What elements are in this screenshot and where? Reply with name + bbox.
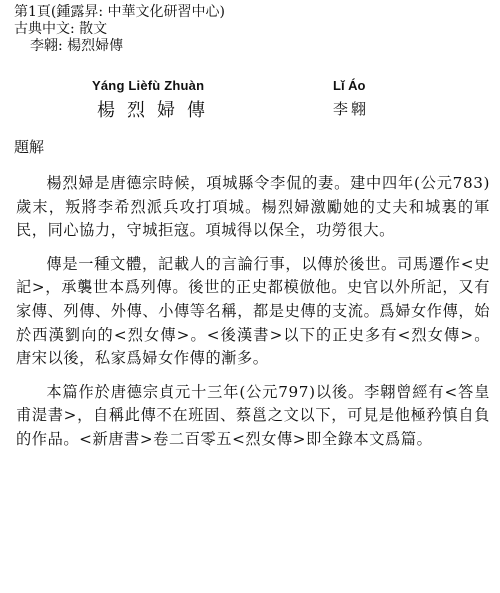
document-body [16,172,490,462]
lesson-title: 李翺: 楊烈婦傳 [30,38,124,54]
section-heading: 題解 [14,138,45,156]
title-block [0,78,500,128]
title-chinese: 楊烈婦傳 [97,100,217,121]
author-pinyin: Lǐ Áo [333,78,366,93]
author-chinese: 李翺 [333,100,370,118]
paragraph: 本篇作於唐德宗貞元十三年(公元797)以後。李翺曾經有<答皇甫湜書>，自稱此傳不在班固、蔡邕之文以下，可見是他極矜慎自負的作品。<新唐書>卷二百零五<烈女傳>即全錄本文爲篇。 [16,382,490,448]
course-subtitle: 古典中文: 散文 [14,21,108,37]
page-header-line: 第1頁(鍾露昇: 中華文化研習中心) [14,4,225,20]
paragraph: 楊烈婦是唐德宗時候，項城縣令李侃的妻。建中四年(公元783)歲末，叛將李希烈派兵攻打項城。楊烈婦激勵她的丈夫和城裏的軍民，同心協力，守城拒寇。項城得以保全，功勞很大。 [16,174,490,240]
paragraph: 傳是一種文體，記載人的言論行事，以傳於後世。司馬遷作<史記>，承襲世本爲列傳。後世的正史都模倣他。史官以外所記，又有家傳、列傳、外傳、小傳等名稱，都是史傳的支流。爲婦女作傳，始於西漢劉向的<烈女傳>。<後漢書>以下的正史多有<烈女傳>。唐宋以後，私家爲婦女作傳的漸多。 [16,254,490,368]
title-pinyin: Yáng Lièfù Zhuàn [92,78,205,93]
